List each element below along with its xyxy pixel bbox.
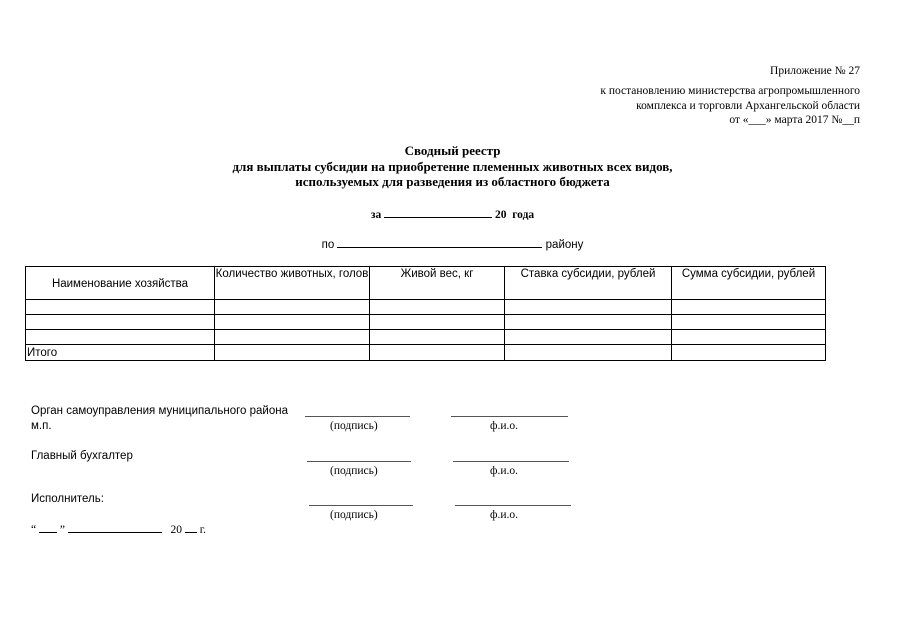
organ-name-line[interactable] [451,416,568,417]
period-suffix: года [512,209,535,221]
executor-signature-line[interactable] [309,505,413,506]
accountant-label: Главный бухгалтер [31,450,133,462]
table-row [26,315,826,330]
table-row [26,300,826,315]
header-subsidy-amount: Сумма субсидии, рублей [672,267,826,300]
region-prefix: по [321,239,335,251]
total-cell[interactable] [672,345,826,361]
period-blank[interactable] [384,208,492,218]
document-title [0,143,905,190]
period-line [0,208,905,221]
table-cell[interactable] [505,315,672,330]
executor-signature-caption: (подпись) [330,509,378,521]
title-line-3: используемых для разведения из областного бюджета [295,174,610,189]
table-cell[interactable] [215,315,370,330]
table-cell[interactable] [505,330,672,345]
period-prefix: за [370,209,382,221]
region-suffix: району [545,239,584,251]
total-cell[interactable] [370,345,505,361]
total-cell[interactable] [215,345,370,361]
table-cell[interactable] [370,300,505,315]
organ-signature-caption: (подпись) [330,420,378,432]
executor-name-line[interactable] [455,505,571,506]
annex-block [600,64,860,128]
accountant-signature-caption: (подпись) [330,465,378,477]
annex-date-line: от «___» марта 2017 №__п [729,114,860,127]
total-cell[interactable] [505,345,672,361]
table-cell[interactable] [26,300,215,315]
table-cell[interactable] [505,300,672,315]
region-line [0,238,905,251]
table-cell[interactable] [672,315,826,330]
header-animal-count: Количество животных, голов [215,267,370,300]
organ-name-caption: ф.и.о. [490,420,518,432]
accountant-signature-line[interactable] [307,461,411,462]
table-header-row [26,267,826,300]
table-cell[interactable] [672,330,826,345]
header-farm-name: Наименование хозяйства [26,267,215,300]
registry-table [25,266,826,361]
annex-decree-line: к постановлению министерства агропромышленного [600,85,860,98]
table-cell[interactable] [26,315,215,330]
title-line-2: для выплаты субсидии на приобретение племенных животных всех видов, [232,158,673,174]
table-cell[interactable] [26,330,215,345]
executor-label: Исполнитель: [31,493,104,505]
title-line-1: Сводный реестр [404,143,501,158]
executor-name-caption: ф.и.о. [490,509,518,521]
organ-label: Орган самоуправления муниципального района [31,405,288,417]
date-year-blank[interactable] [185,523,197,533]
header-live-weight: Живой вес, кг [370,267,505,300]
stamp-label: м.п. [31,420,52,432]
date-open-quote: “ [31,524,37,536]
annex-ministry-line: комплекса и торговли Архангельской области [636,99,860,112]
date-month-blank[interactable] [68,523,162,533]
table-cell[interactable] [370,315,505,330]
total-label: Итого [26,345,215,361]
region-blank[interactable] [337,238,542,248]
table-cell[interactable] [215,300,370,315]
table-cell[interactable] [370,330,505,345]
accountant-name-caption: ф.и.о. [490,465,518,477]
table-row [26,330,826,345]
period-year: 20 [494,209,507,221]
table-cell[interactable] [672,300,826,315]
table-cell[interactable] [215,330,370,345]
date-day-blank[interactable] [39,523,57,533]
accountant-name-line[interactable] [453,461,569,462]
table-total-row [26,345,826,361]
header-subsidy-rate: Ставка субсидии, рублей [505,267,672,300]
date-suffix: г. [199,524,207,536]
date-year-prefix: 20 [170,524,182,536]
annex-number: Приложение № 27 [770,65,860,77]
date-close-quote: ” [59,524,65,536]
organ-signature-line[interactable] [305,416,410,417]
date-line [31,523,206,536]
